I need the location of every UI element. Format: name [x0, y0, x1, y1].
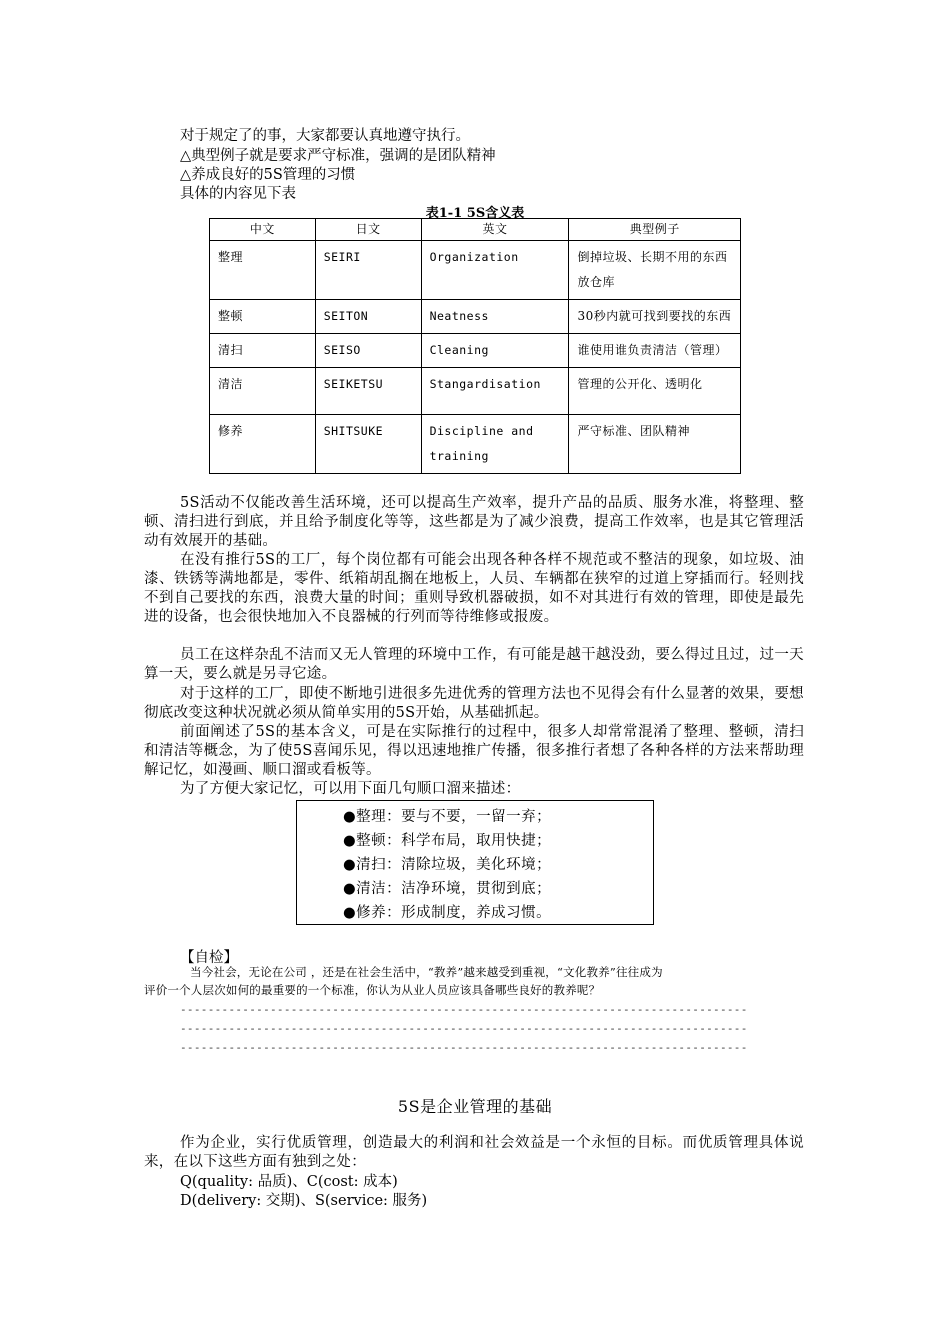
table-cell: 倒掉垃圾、长期不用的东西放仓库 — [569, 241, 741, 300]
table-cell: 严守标准、团队精神 — [569, 415, 741, 474]
answer-line: ---------------------------------------------------------------------------------- — [180, 1022, 748, 1035]
body-paragraph: 5S活动不仅能改善生活环境，还可以提高生产效率，提升产品的品质、服务水准，将整理、整顿、清扫进行到底，并且给予制度化等等，这些都是为了减少浪费，提高工作效率，也是其它管理活动有效展开的基础。 — [144, 495, 804, 549]
table-cell: Neatness — [421, 300, 569, 334]
table-row — [210, 300, 741, 334]
table-cell: SEITON — [315, 300, 421, 334]
table-cell: SHITSUKE — [315, 415, 421, 474]
self-check-heading: 【自检】 — [180, 950, 238, 966]
intro-line-3: △养成良好的5S管理的习惯 — [180, 167, 356, 183]
mnemonic-item: ●整顿：科学布局，取用快捷； — [343, 833, 552, 849]
table-header-cell: 英文 — [421, 219, 569, 241]
table-cell: Organization — [421, 241, 569, 300]
5s-meaning-table — [209, 218, 741, 474]
table-cell: SEIKETSU — [315, 368, 421, 415]
section-line-2: D(delivery: 交期)、S(service: 服务) — [180, 1193, 428, 1209]
body-paragraph: 在没有推行5S的工厂，每个岗位都有可能会出现各种各样不规范或不整洁的现象，如垃圾、油漆、铁锈等满地都是，零件、纸箱胡乱搁在地板上，人员、车辆都在狭窄的过道上穿插而行。轻则找不到自己要找的东西，浪费大量的时间；重则导致机器破损，如不对其进行有效的管理，即使是最先进的设备，也会很快地加入不良器械的行列而等待维修或报废。 — [144, 552, 804, 625]
self-check-text-line: 当今社会，无论在公司 ，还是在社会生活中，“教养”越来越受到重视，“文化教养”往往成为 — [190, 965, 663, 979]
table-cell: SEISO — [315, 334, 421, 368]
mnemonic-item: ●清洁：洁净环境，贯彻到底； — [343, 881, 552, 897]
table-header-cell: 典型例子 — [569, 219, 741, 241]
body-paragraph: 对于这样的工厂，即使不断地引进很多先进优秀的管理方法也不见得会有什么显著的效果，要想彻底改变这种状况就必须从简单实用的5S开始，从基础抓起。 — [144, 686, 804, 721]
table-cell: 30秒内就可找到要找的东西 — [569, 300, 741, 334]
table-row — [210, 368, 741, 415]
mnemonic-item: ●清扫：清除垃圾，美化环境； — [343, 857, 552, 873]
table-header-cell: 日文 — [315, 219, 421, 241]
intro-line-2: △典型例子就是要求严守标准，强调的是团队精神 — [180, 148, 496, 164]
table-cell: 整理 — [210, 241, 316, 300]
table-row — [210, 241, 741, 300]
intro-line-4: 具体的内容见下表 — [180, 186, 296, 202]
section-line-1: Q(quality: 品质)、C(cost: 成本) — [180, 1174, 398, 1190]
intro-line-1: 对于规定了的事，大家都要认真地遵守执行。 — [180, 128, 470, 144]
table-caption: 表1-1 5S含义表 — [425, 206, 525, 221]
table-cell: 修养 — [210, 415, 316, 474]
table-cell: 清洁 — [210, 368, 316, 415]
body-paragraph: 前面阐述了5S的基本含义，可是在实际推行的过程中，很多人却常常混淆了整理、整顿，清扫和清洁等概念，为了使5S喜闻乐见，得以迅速地推广传播，很多推行者想了各种各样的方法来帮助理解记忆，如漫画、顺口溜或看板等。 — [144, 724, 804, 778]
answer-line: ---------------------------------------------------------------------------------- — [180, 1003, 748, 1016]
table-cell: Discipline and training — [421, 415, 569, 474]
mnemonic-item: ●修养：形成制度，养成习惯。 — [343, 905, 552, 921]
table-cell: Cleaning — [421, 334, 569, 368]
table-cell: SEIRI — [315, 241, 421, 300]
table-cell: 清扫 — [210, 334, 316, 368]
section-paragraph: 作为企业，实行优质管理，创造最大的利润和社会效益是一个永恒的目标。而优质管理具体说来，在以下这些方面有独到之处： — [144, 1135, 804, 1170]
mnemonic-box — [296, 800, 654, 925]
body-paragraph: 员工在这样杂乱不洁而又无人管理的环境中工作，有可能是越干越没劲，要么得过且过，过一天算一天，要么就是另寻它途。 — [144, 647, 804, 682]
answer-line: ---------------------------------------------------------------------------------- — [180, 1041, 748, 1054]
mnemonic-item: ●整理：要与不要，一留一弃； — [343, 809, 552, 825]
table-header-row — [210, 219, 741, 241]
table-cell: 整顿 — [210, 300, 316, 334]
table-cell: 管理的公开化、透明化 — [569, 368, 741, 415]
table-cell: 谁使用谁负责清洁（管理） — [569, 334, 741, 368]
table-row — [210, 334, 741, 368]
table-header-cell: 中文 — [210, 219, 316, 241]
table-row — [210, 415, 741, 474]
body-paragraph: 为了方便大家记忆，可以用下面几句顺口溜来描述： — [180, 781, 521, 797]
section-title: 5S是企业管理的基础 — [397, 1097, 553, 1116]
self-check-text-line: 评价一个人层次如何的最重要的一个标准，你认为从业人员应该具备哪些良好的教养呢？ — [144, 983, 601, 997]
table-cell: Stangardisation — [421, 368, 569, 415]
